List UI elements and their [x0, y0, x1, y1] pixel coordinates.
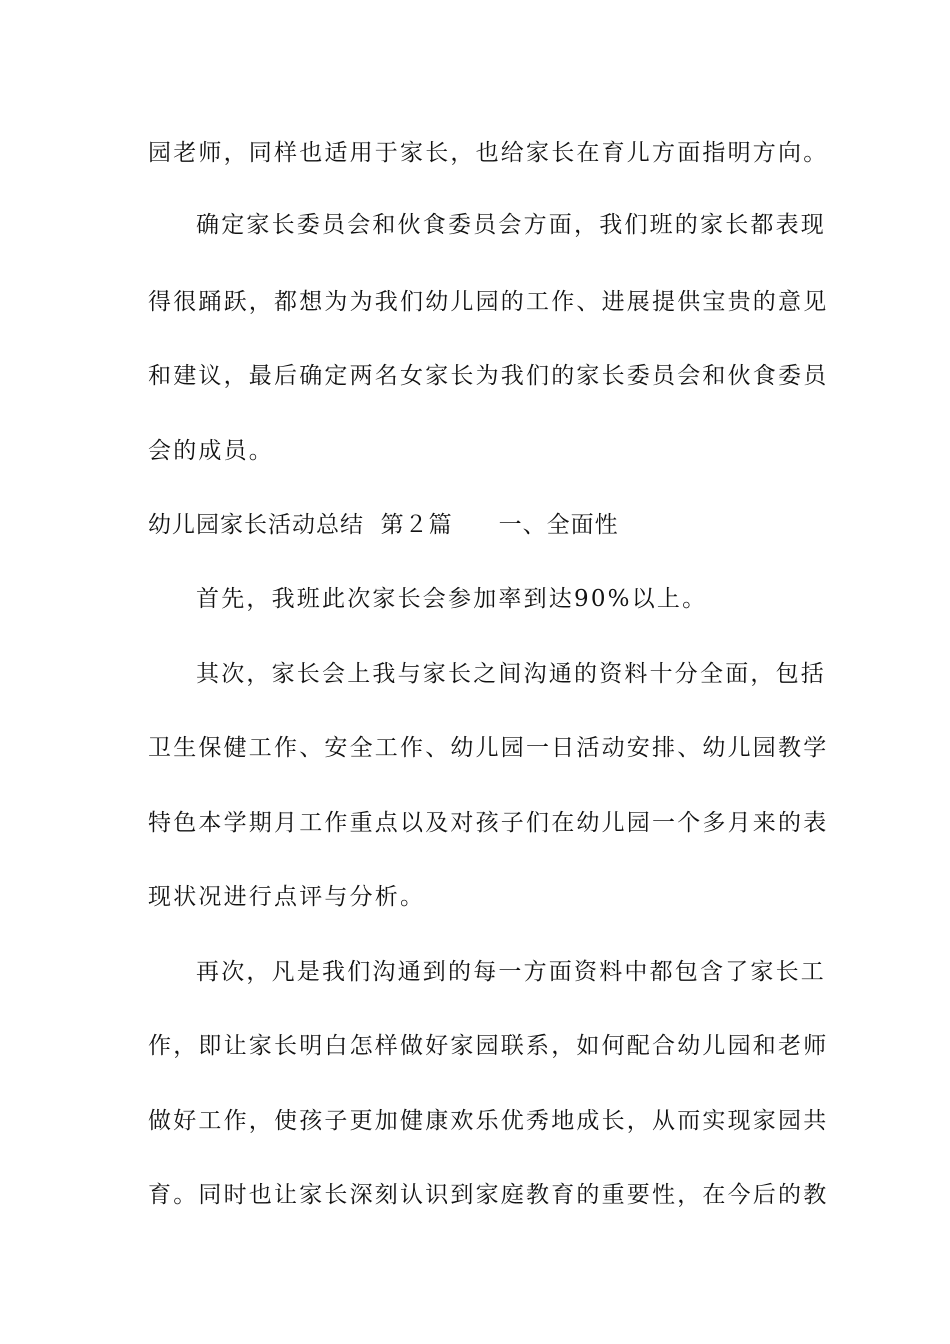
paragraph-line: 首先，我班此次家长会参加率到达90%以上。 [196, 586, 708, 612]
paragraph-line: 其次，家长会上我与家长之间沟通的资料十分全面，包括 [196, 661, 826, 687]
paragraph-line: 园老师，同样也适用于家长，也给家长在育儿方面指明方向。 [148, 140, 829, 166]
section-title: 幼儿园家长活动总结 第２篇 [148, 512, 453, 538]
section-subtitle: 一、全面性 [498, 512, 619, 538]
paragraph-line: 作，即让家长明白怎样做好家园联系，如何配合幼儿园和老师 [148, 1033, 829, 1059]
paragraph-line: 确定家长委员会和伙食委员会方面，我们班的家长都表现 [196, 212, 826, 238]
paragraph-line: 和建议，最后确定两名女家长为我们的家长委员会和伙食委员 [148, 363, 829, 389]
paragraph-line: 会的成员。 [148, 438, 274, 464]
section-heading [148, 507, 808, 543]
paragraph-line: 做好工作，使孩子更加健康欢乐优秀地成长，从而实现家园共 [148, 1108, 829, 1134]
paragraph-line: 卫生保健工作、安全工作、幼儿园一日活动安排、幼儿园教学 [148, 735, 829, 761]
paragraph-line: 再次，凡是我们沟通到的每一方面资料中都包含了家长工 [196, 959, 826, 985]
paragraph-line: 特色本学期月工作重点以及对孩子们在幼儿园一个多月来的表 [148, 810, 829, 836]
paragraph-line: 现状况进行点评与分析。 [148, 884, 426, 910]
paragraph-line: 育。同时也让家长深刻认识到家庭教育的重要性，在今后的教 [148, 1182, 829, 1208]
paragraph-line: 得很踊跃，都想为为我们幼儿园的工作、进展提供宝贵的意见 [148, 289, 829, 315]
